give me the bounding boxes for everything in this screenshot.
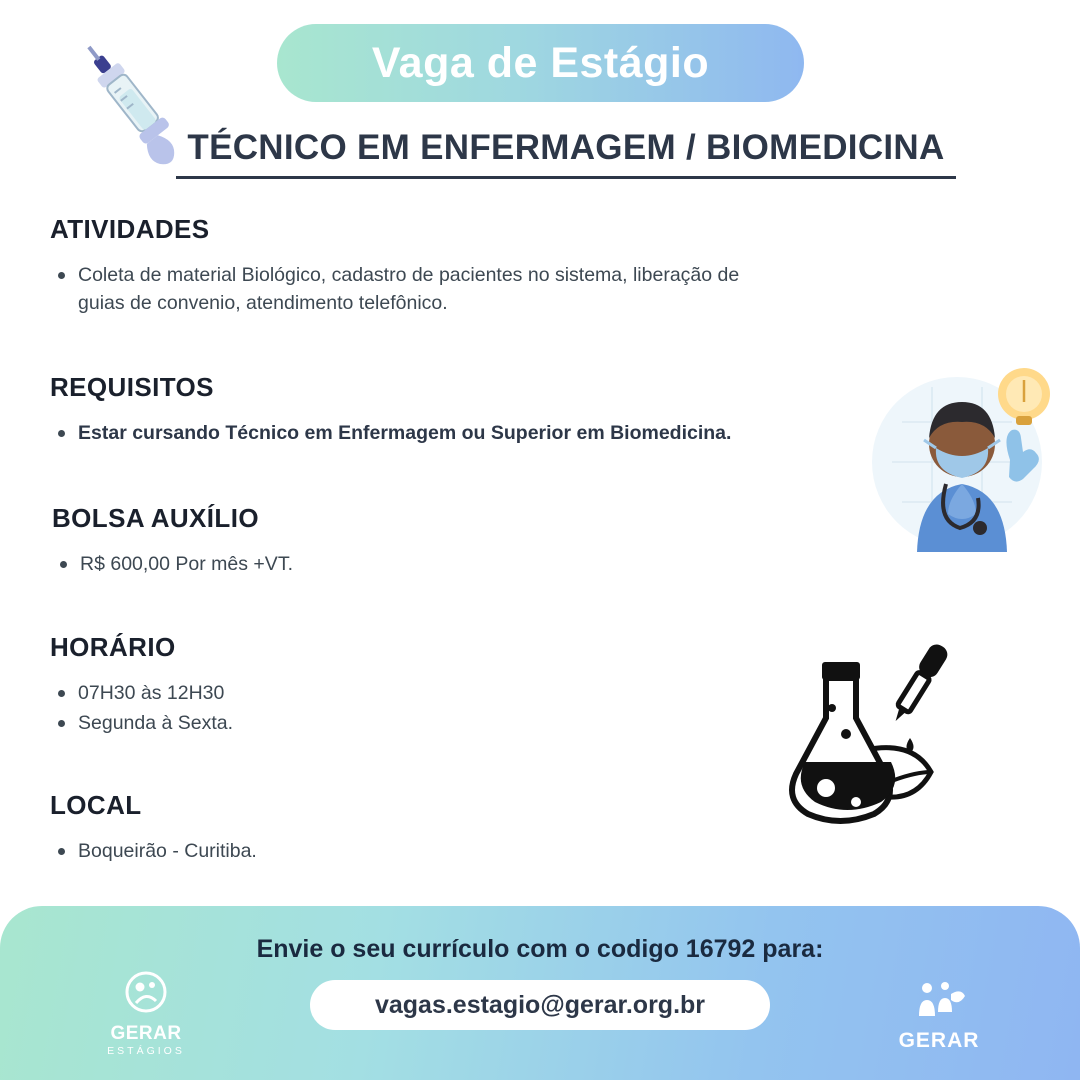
- gerar-logo-icon: [911, 978, 967, 1022]
- footer-cta-text: Envie o seu currículo com o codigo 16792 para:: [256, 935, 824, 963]
- gerar-estagios-logo-name: GERAR: [110, 1023, 182, 1044]
- section-heading-horario: HORÁRIO: [50, 632, 176, 662]
- section-list-atividades: [50, 261, 750, 318]
- section-atividades: [50, 214, 750, 320]
- section-list-bolsa: [52, 550, 293, 578]
- section-list-local: [50, 837, 257, 865]
- page-title: Vaga de Estágio: [371, 38, 710, 87]
- section-heading-requisitos: REQUISITOS: [50, 372, 214, 402]
- list-item: Estar cursando Técnico em Enfermagem ou Superior em Biomedicina.: [50, 419, 731, 447]
- flask-and-dropper-icon: [760, 642, 965, 837]
- gerar-estagios-logo-icon: [124, 970, 168, 1014]
- title-pill: [277, 24, 804, 102]
- page-subtitle: TÉCNICO EM ENFERMAGEM / BIOMEDICINA: [176, 128, 956, 179]
- list-item: 07H30 às 12H30: [50, 679, 233, 707]
- contact-email[interactable]: vagas.estagio@gerar.org.br: [374, 990, 706, 1019]
- list-item: Segunda à Sexta.: [50, 709, 233, 737]
- gerar-estagios-logo: [96, 970, 196, 1062]
- section-heading-atividades: ATIVIDADES: [50, 214, 210, 244]
- list-item: R$ 600,00 Por mês +VT.: [52, 550, 293, 578]
- section-list-horario: [50, 679, 233, 738]
- section-horario: [50, 632, 233, 740]
- list-item: Boqueirão - Curitiba.: [50, 837, 257, 865]
- list-item: Coleta de material Biológico, cadastro de pacientes no sistema, liberação de guias de convenio, atendimento telefônico.: [50, 261, 750, 318]
- section-heading-bolsa: BOLSA AUXÍLIO: [52, 503, 259, 533]
- section-local: [50, 790, 257, 867]
- section-list-requisitos: [50, 419, 731, 447]
- gerar-logo: [884, 978, 994, 1058]
- nurse-with-idea-icon: [862, 352, 1062, 562]
- gerar-estagios-logo-sub: ESTÁGIOS: [107, 1045, 185, 1057]
- section-heading-local: LOCAL: [50, 790, 142, 820]
- section-requisitos: [50, 372, 731, 449]
- gerar-logo-name: GERAR: [898, 1029, 980, 1052]
- email-pill[interactable]: [310, 980, 770, 1030]
- section-bolsa-auxilio: [52, 503, 293, 580]
